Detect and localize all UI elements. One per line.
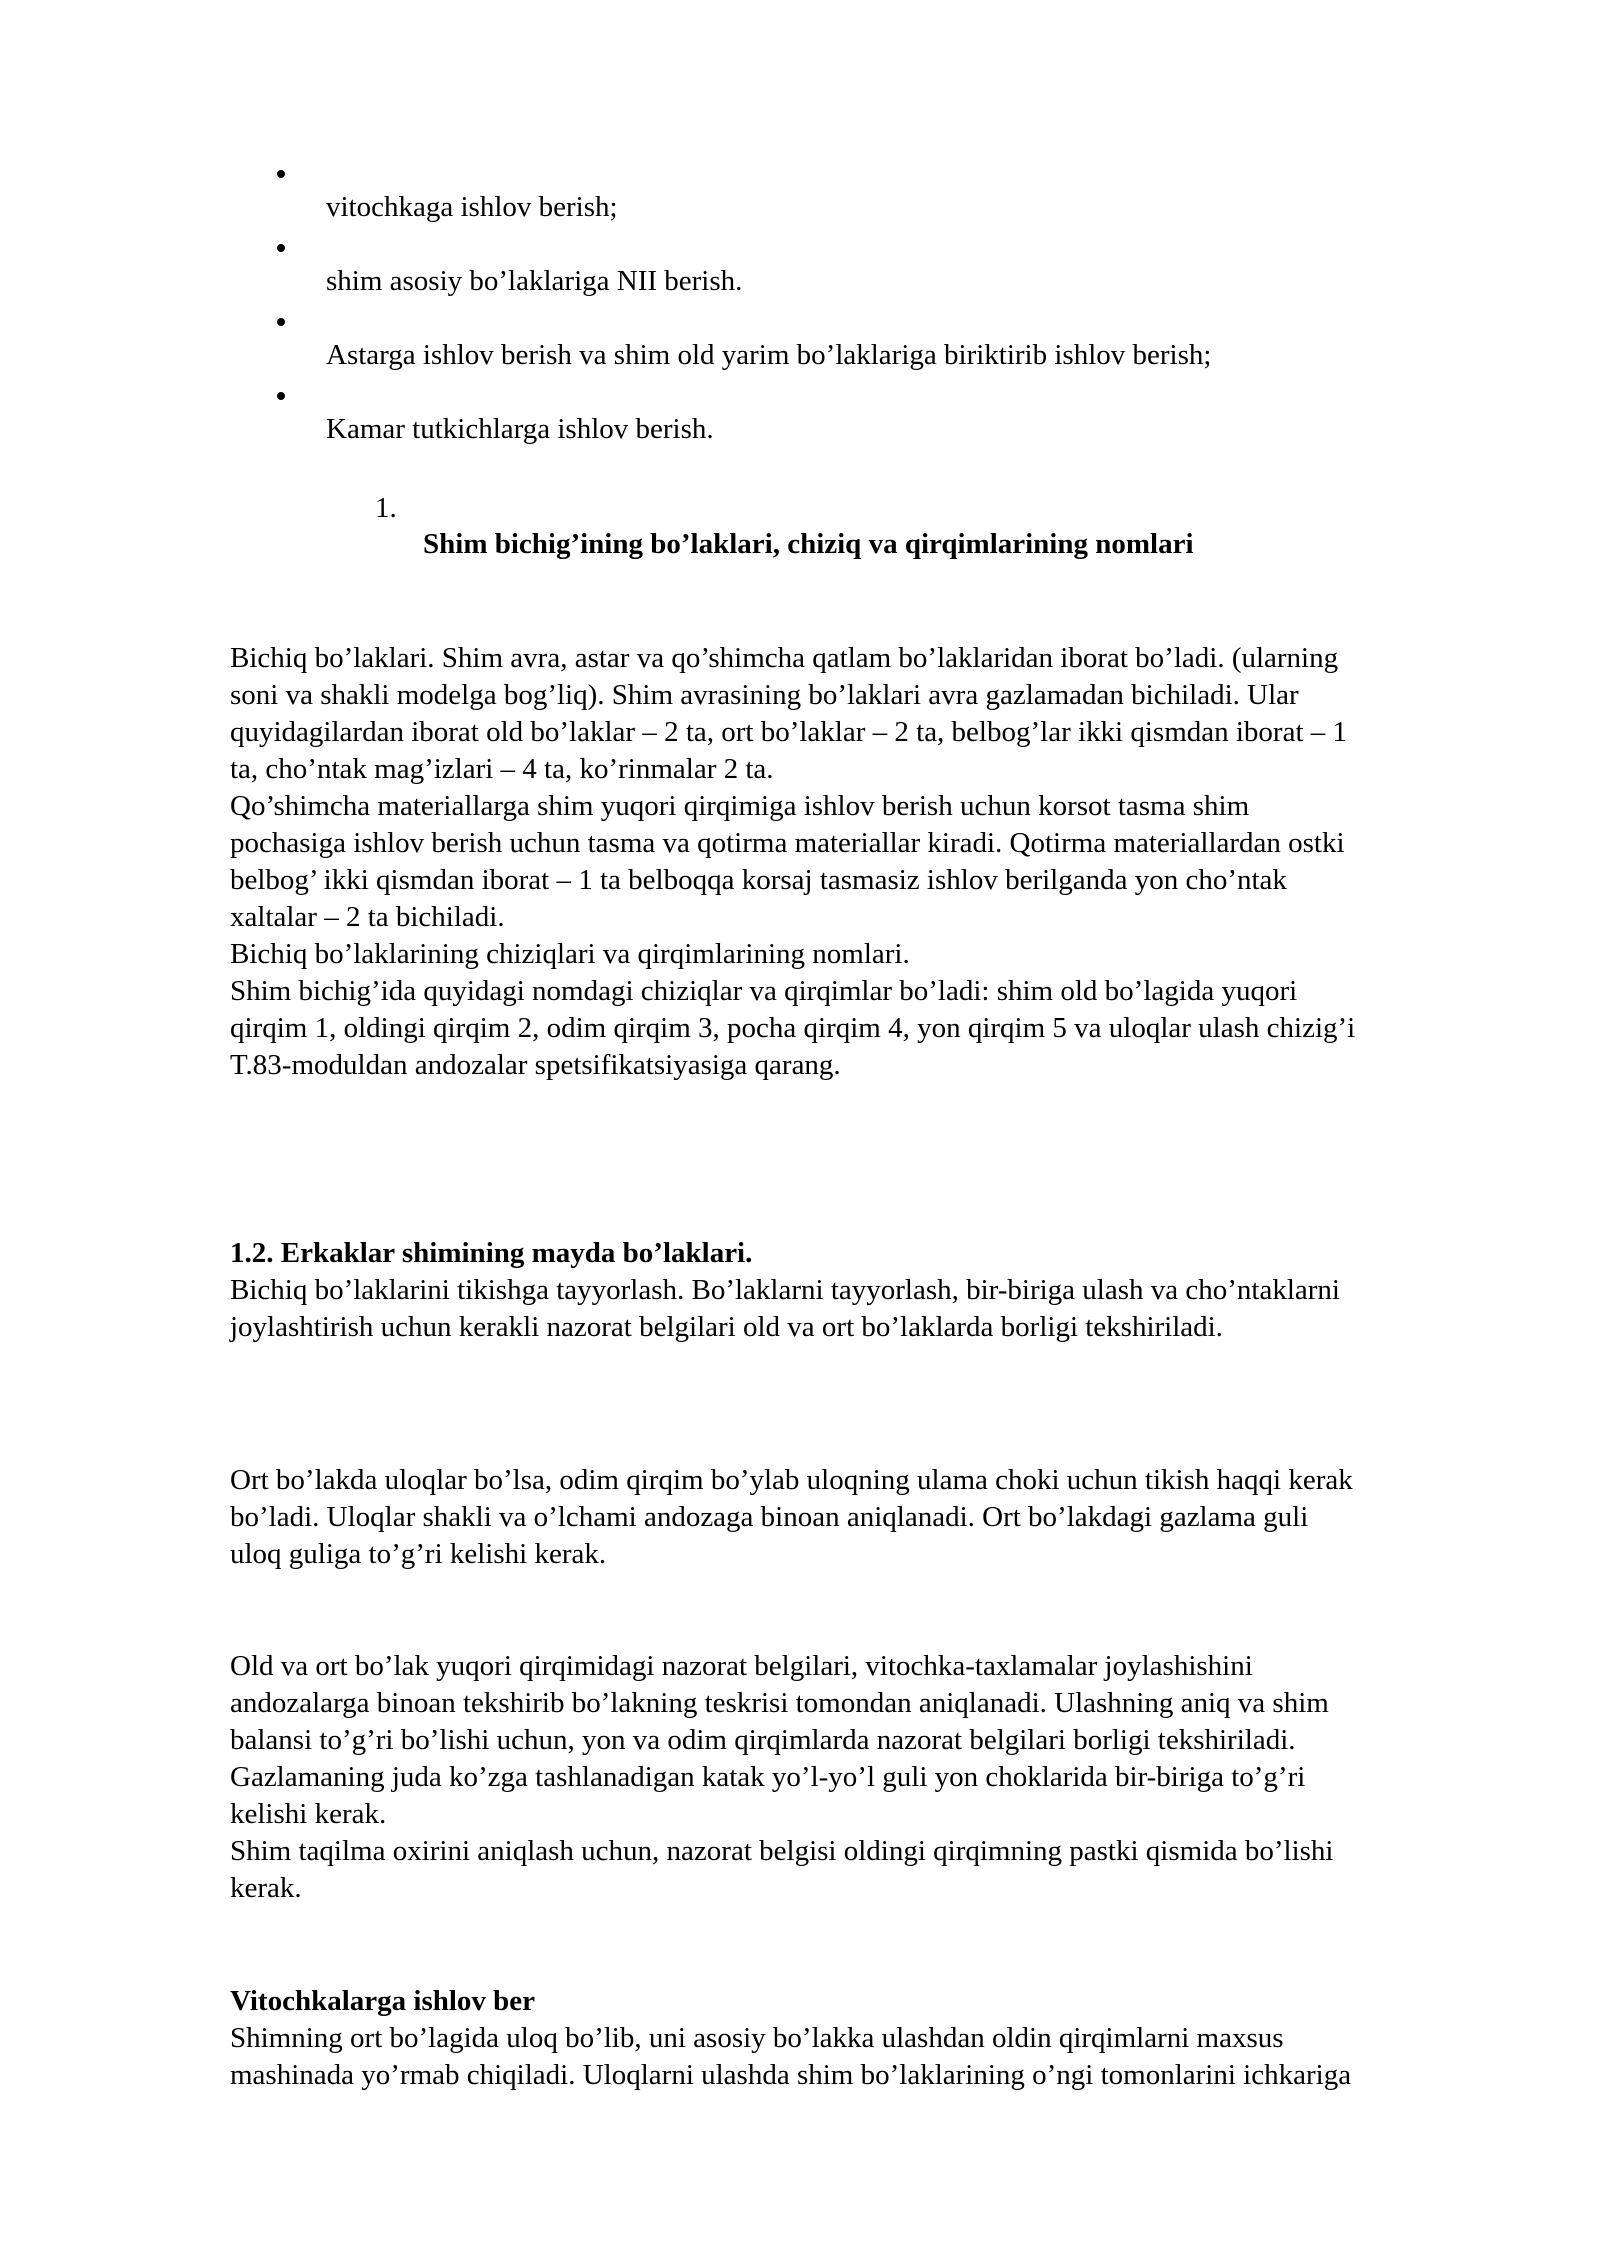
text-line: belbog’ ikki qismdan iborat – 1 ta belboqqa korsaj tasmasiz ishlov berilganda yon cho’ntak bbox=[230, 864, 1287, 896]
text-line: balansi to’g’ri bo’lishi uchun, yon va odim qirqimlarda nazorat belgilari borligi tekshiriladi. bbox=[230, 1724, 1296, 1756]
text-line: Bichiq bo’laklari. Shim avra, astar va qo’shimcha qatlam bo’laklaridan iborat bo’ladi. (ularning bbox=[230, 642, 1339, 674]
text-line: uloq guliga to’g’ri kelishi kerak. bbox=[230, 1538, 607, 1570]
subsection-heading: Vitochkalarga ishlov ber bbox=[230, 1985, 536, 2017]
bullet-icon bbox=[277, 318, 285, 326]
section-number: 1. bbox=[375, 492, 397, 524]
text-line: Qo’shimcha materiallarga shim yuqori qirqimiga ishlov berish uchun korsot tasma shim bbox=[230, 790, 1250, 822]
text-line: joylashtirish uchun kerakli nazorat belgilari old va ort bo’laklarda borligi tekshiriladi. bbox=[230, 1311, 1223, 1343]
text-line: qirqim 1, oldingi qirqim 2, odim qirqim 3, pocha qirqim 4, yon qirqim 5 va uloqlar ulash chizig’i bbox=[230, 1012, 1356, 1044]
text-line: mashinada yo’rmab chiqiladi. Uloqlarni ulashda shim bo’laklarining o’ngi tomonlarini ichkariga bbox=[230, 2059, 1352, 2091]
text-line: ta, cho’ntak mag’izlari – 4 ta, ko’rinmalar 2 ta. bbox=[230, 753, 774, 785]
text-line: Bichiq bo’laklarining chiziqlari va qirqimlarining nomlari. bbox=[230, 938, 910, 970]
text-line: Bichiq bo’laklarini tikishga tayyorlash. Bo’laklarni tayyorlash, bir-biriga ulash va cho’ntaklarni bbox=[230, 1274, 1340, 1306]
paragraph-block-2 bbox=[230, 1235, 1490, 1346]
text-line: Ort bo’lakda uloqlar bo’lsa, odim qirqim bo’ylab uloqning ulama choki uchun tikish haqqi kerak bbox=[230, 1464, 1353, 1496]
text-line: pochasiga ishlov berish uchun tasma va qotirma materiallar kiradi. Qotirma materiallardan ostki bbox=[230, 827, 1345, 859]
text-line: andozalarga binoan tekshirib bo’lakning teskrisi tomondan aniqlanadi. Ulashning aniq va shim bbox=[230, 1687, 1329, 1719]
text-line: quyidagilardan iborat old bo’laklar – 2 ta, ort bo’laklar – 2 ta, belbog’lar ikki qismdan iborat – 1 bbox=[230, 716, 1348, 748]
text-line: Shimning ort bo’lagida uloq bo’lib, uni asosiy bo’lakka ulashdan oldin qirqimlarni maxsus bbox=[230, 2022, 1284, 2054]
paragraph-block-3 bbox=[230, 1462, 1490, 1573]
text-line: Shim bichig’ida quyidagi nomdagi chiziqlar va qirqimlar bo’ladi: shim old bo’lagida yuqori bbox=[230, 975, 1298, 1007]
text-line: xaltalar – 2 ta bichiladi. bbox=[230, 901, 505, 933]
bullet-icon bbox=[277, 170, 285, 178]
list-item-text: Kamar tutkichlarga ishlov berish. bbox=[326, 413, 714, 445]
paragraph-block-4 bbox=[230, 1648, 1490, 1907]
text-line: Shim taqilma oxirini aniqlash uchun, nazorat belgisi oldingi qirqimning pastki qismida bo’lishi bbox=[230, 1835, 1334, 1867]
text-line: T.83-moduldan andozalar spetsifikatsiyasiga qarang. bbox=[230, 1049, 841, 1081]
text-line: kelishi kerak. bbox=[230, 1798, 387, 1830]
section-title: Shim bichig’ining bo’laklari, chiziq va qirqimlarining nomlari bbox=[423, 528, 1194, 560]
list-item-text: Astarga ishlov berish va shim old yarim bo’laklariga biriktirib ishlov berish; bbox=[326, 339, 1212, 371]
paragraph-block-5 bbox=[230, 1983, 1490, 2094]
bullet-icon bbox=[277, 392, 285, 400]
list-item-text: shim asosiy bo’laklariga NII berish. bbox=[326, 265, 743, 297]
text-line: Old va ort bo’lak yuqori qirqimidagi nazorat belgilari, vitochka-taxlamalar joylashishini bbox=[230, 1650, 1253, 1682]
text-line: Gazlamaning juda ko’zga tashlanadigan katak yo’l-yo’l guli yon choklarida bir-biriga to’g’ri bbox=[230, 1761, 1306, 1793]
paragraph-block-1 bbox=[230, 640, 1490, 1084]
list-item-text: vitochkaga ishlov berish; bbox=[326, 191, 618, 223]
subsection-heading: 1.2. Erkaklar shimining mayda bo’laklari. bbox=[230, 1237, 753, 1269]
text-line: bo’ladi. Uloqlar shakli va o’lchami andozaga binoan aniqlanadi. Ort bo’lakdagi gazlama guli bbox=[230, 1501, 1309, 1533]
text-line: soni va shakli modelga bog’liq). Shim avrasining bo’laklari avra gazlamadan bichiladi. Ular bbox=[230, 679, 1299, 711]
text-line: kerak. bbox=[230, 1872, 302, 1904]
bullet-icon bbox=[277, 244, 285, 252]
